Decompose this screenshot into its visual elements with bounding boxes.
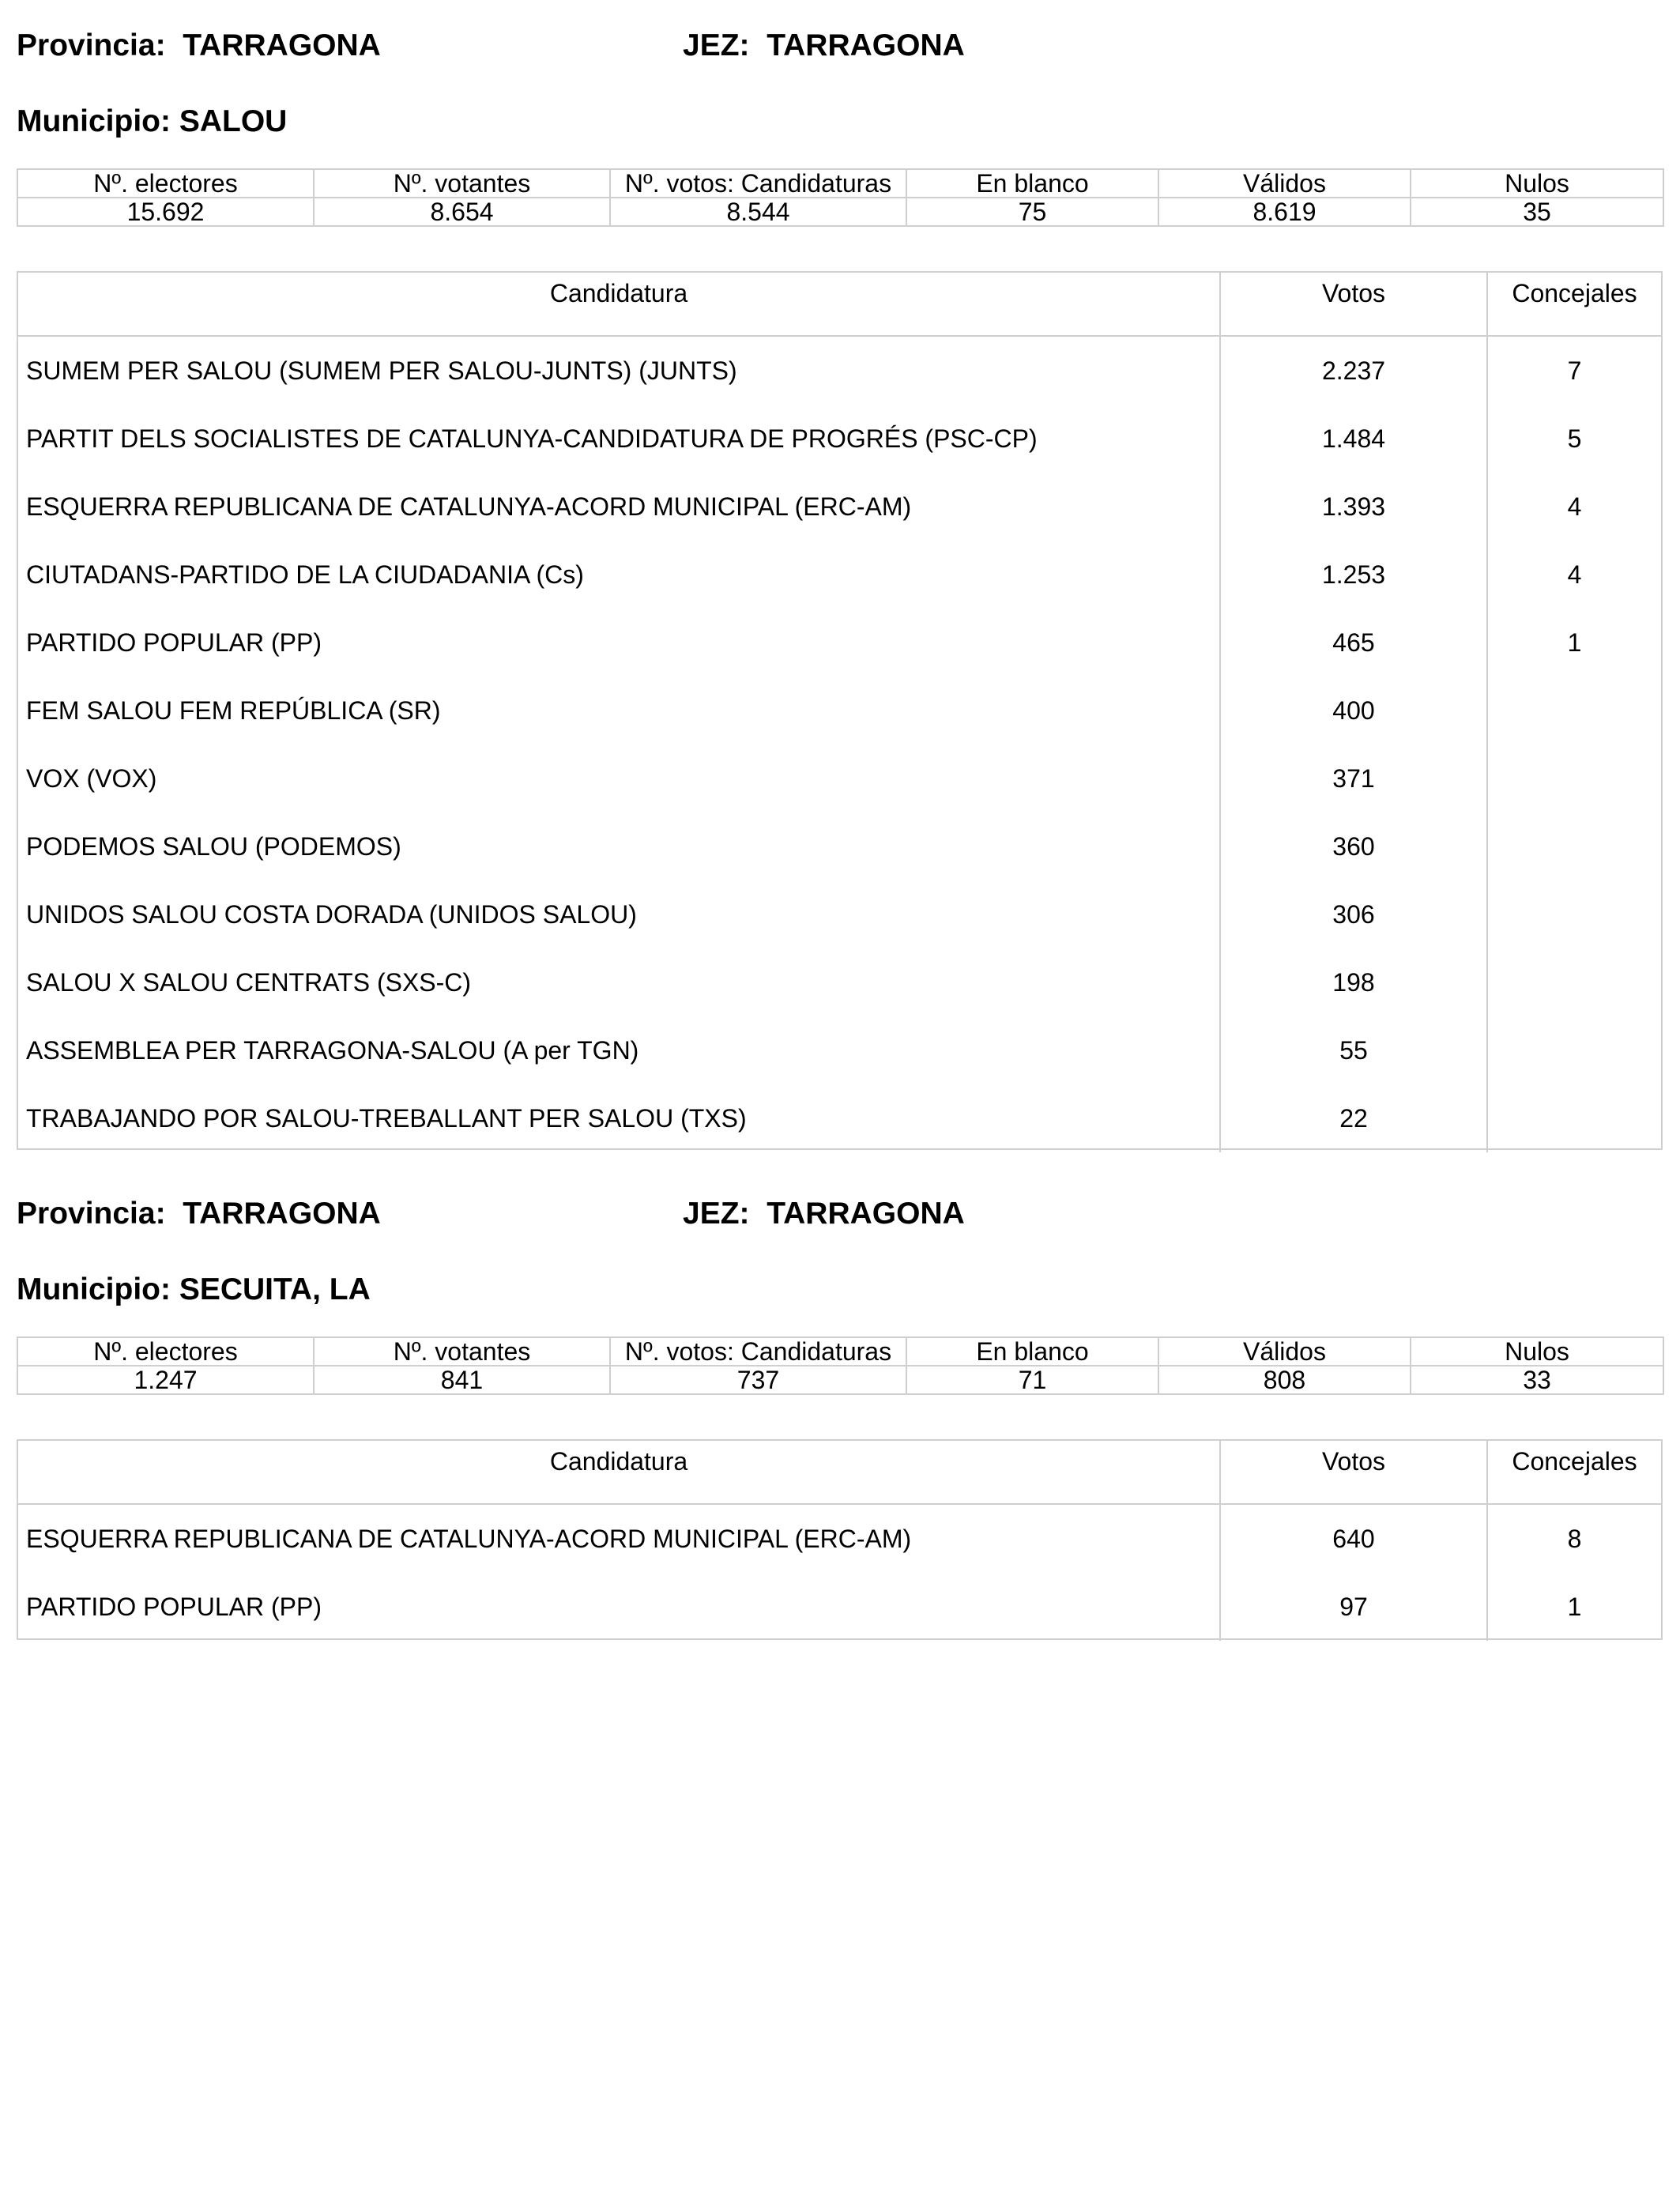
table-row (18, 405, 1661, 473)
results-table (17, 1439, 1663, 1640)
table-row (18, 1084, 1661, 1152)
summary-value: 808 (1158, 1366, 1411, 1394)
candidatura-votes: 55 (1219, 1016, 1486, 1084)
municipio-heading (17, 1274, 371, 1305)
candidatura-votes: 400 (1219, 677, 1486, 745)
results-header-votos: Votos (1219, 1441, 1486, 1503)
summary-header: Nulos (1411, 169, 1663, 198)
candidatura-name: PODEMOS SALOU (PODEMOS) (26, 831, 401, 861)
candidatura-name: ASSEMBLEA PER TARRAGONA-SALOU (A per TGN) (26, 1035, 639, 1065)
candidatura-votes: 1.253 (1219, 541, 1486, 609)
candidatura-name: FEM SALOU FEM REPÚBLICA (SR) (26, 696, 441, 725)
candidatura-name: CIUTADANS-PARTIDO DE LA CIUDADANIA (Cs) (26, 560, 584, 589)
candidatura-votes: 306 (1219, 880, 1486, 948)
candidatura-seats: 8 (1486, 1505, 1661, 1573)
candidatura-seats: 7 (1486, 337, 1661, 405)
candidatura-seats: 4 (1486, 473, 1661, 541)
candidatura-votes: 2.237 (1219, 337, 1486, 405)
results-header-candidatura: Candidatura (549, 1447, 688, 1476)
table-row (18, 1505, 1661, 1573)
table-row (18, 1016, 1661, 1084)
candidatura-seats: 1 (1486, 609, 1661, 677)
summary-table (17, 168, 1664, 227)
candidatura-name: ESQUERRA REPUBLICANA DE CATALUNYA-ACORD MUNICIPAL (ERC-AM) (26, 1524, 912, 1553)
summary-header: Nº. electores (17, 1337, 314, 1366)
summary-value: 71 (906, 1366, 1158, 1394)
candidatura-votes: 371 (1219, 745, 1486, 812)
results-table (17, 271, 1663, 1150)
summary-value-row (17, 1366, 1663, 1394)
summary-header: Válidos (1158, 1337, 1411, 1366)
jez-value: TARRAGONA (767, 28, 965, 62)
candidatura-votes: 1.393 (1219, 473, 1486, 541)
summary-header: En blanco (906, 1337, 1158, 1366)
candidatura-name: PARTIDO POPULAR (PP) (26, 628, 322, 657)
candidatura-votes: 22 (1219, 1084, 1486, 1152)
results-header-row (18, 273, 1661, 337)
summary-value: 8.619 (1158, 198, 1411, 226)
municipio-label: Municipio: (17, 104, 171, 138)
candidatura-seats (1486, 745, 1661, 812)
candidatura-votes: 198 (1219, 948, 1486, 1016)
table-row (18, 337, 1661, 405)
summary-header: Nº. votantes (314, 1337, 610, 1366)
summary-header-row (17, 1337, 1663, 1366)
candidatura-votes: 1.484 (1219, 405, 1486, 473)
candidatura-seats (1486, 812, 1661, 880)
candidatura-seats (1486, 948, 1661, 1016)
jez-label: JEZ: (683, 28, 750, 62)
summary-header: Nulos (1411, 1337, 1663, 1366)
table-row (18, 473, 1661, 541)
provincia-label: Provincia: (17, 28, 166, 62)
table-row (18, 745, 1661, 812)
jez-heading (683, 1198, 965, 1229)
provincia-value: TARRAGONA (183, 28, 381, 62)
candidatura-name: ESQUERRA REPUBLICANA DE CATALUNYA-ACORD MUNICIPAL (ERC-AM) (26, 492, 912, 521)
candidatura-name: UNIDOS SALOU COSTA DORADA (UNIDOS SALOU) (26, 899, 637, 929)
summary-header-row (17, 169, 1663, 198)
results-header-concejales: Concejales (1486, 1441, 1661, 1503)
candidatura-name: PARTIDO POPULAR (PP) (26, 1592, 322, 1621)
candidatura-votes: 640 (1219, 1505, 1486, 1573)
candidatura-seats: 5 (1486, 405, 1661, 473)
results-body (18, 1505, 1661, 1641)
candidatura-votes: 465 (1219, 609, 1486, 677)
summary-value: 75 (906, 198, 1158, 226)
summary-value: 33 (1411, 1366, 1663, 1394)
municipio-heading (17, 106, 287, 137)
municipio-label: Municipio: (17, 1272, 171, 1306)
provincia-heading (17, 1198, 381, 1229)
candidatura-votes: 360 (1219, 812, 1486, 880)
results-header-votos: Votos (1219, 273, 1486, 335)
provincia-value: TARRAGONA (183, 1197, 381, 1231)
table-row (18, 948, 1661, 1016)
candidatura-seats: 1 (1486, 1573, 1661, 1641)
candidatura-name: SALOU X SALOU CENTRATS (SXS-C) (26, 967, 472, 997)
summary-value: 8.654 (314, 198, 610, 226)
summary-header: Nº. votos: Candidaturas (610, 169, 906, 198)
candidatura-name: SUMEM PER SALOU (SUMEM PER SALOU-JUNTS) (JUNTS) (26, 356, 737, 385)
table-row (18, 609, 1661, 677)
table-row (18, 677, 1661, 745)
summary-header: Válidos (1158, 169, 1411, 198)
summary-value: 8.544 (610, 198, 906, 226)
summary-table (17, 1336, 1664, 1395)
candidatura-name: VOX (VOX) (26, 763, 157, 793)
summary-header: Nº. votantes (314, 169, 610, 198)
candidatura-seats (1486, 1084, 1661, 1152)
table-row (18, 541, 1661, 609)
jez-heading (683, 30, 965, 61)
candidatura-name: TRABAJANDO POR SALOU-TREBALLANT PER SALOU (TXS) (26, 1103, 747, 1133)
candidatura-seats (1486, 1016, 1661, 1084)
results-header-candidatura: Candidatura (549, 279, 688, 307)
candidatura-seats: 4 (1486, 541, 1661, 609)
summary-header: En blanco (906, 169, 1158, 198)
summary-value: 841 (314, 1366, 610, 1394)
summary-header: Nº. electores (17, 169, 314, 198)
candidatura-name: PARTIT DELS SOCIALISTES DE CATALUNYA-CANDIDATURA DE PROGRÉS (PSC-CP) (26, 424, 1038, 453)
results-header-row (18, 1441, 1661, 1505)
candidatura-seats (1486, 677, 1661, 745)
table-row (18, 812, 1661, 880)
municipio-value: SECUITA, LA (179, 1272, 371, 1306)
summary-value: 35 (1411, 198, 1663, 226)
provincia-heading (17, 30, 381, 61)
results-body (18, 337, 1661, 1152)
provincia-label: Provincia: (17, 1197, 166, 1231)
summary-header: Nº. votos: Candidaturas (610, 1337, 906, 1366)
jez-value: TARRAGONA (767, 1197, 965, 1231)
summary-value: 1.247 (17, 1366, 314, 1394)
summary-value: 737 (610, 1366, 906, 1394)
candidatura-seats (1486, 880, 1661, 948)
results-header-concejales: Concejales (1486, 273, 1661, 335)
table-row (18, 1573, 1661, 1641)
jez-label: JEZ: (683, 1197, 750, 1231)
municipio-value: SALOU (179, 104, 288, 138)
candidatura-votes: 97 (1219, 1573, 1486, 1641)
summary-value: 15.692 (17, 198, 314, 226)
summary-value-row (17, 198, 1663, 226)
table-row (18, 880, 1661, 948)
